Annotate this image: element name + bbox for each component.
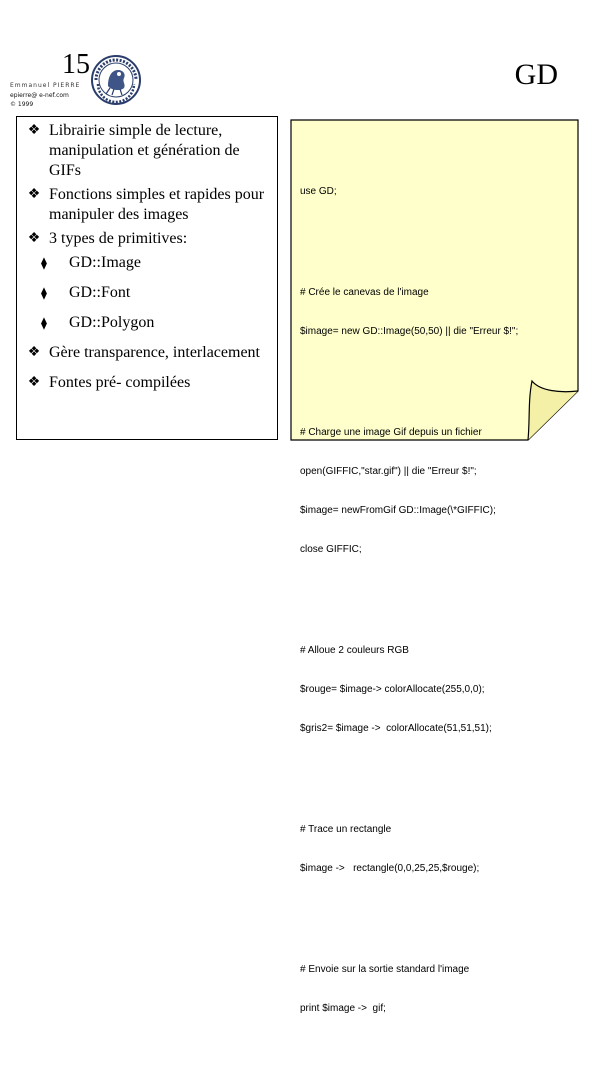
code-comment: # Envoie sur la sortie standard l'image: [300, 964, 470, 975]
code-listing: [300, 133, 576, 1077]
copyright-text: © 1999: [10, 101, 34, 108]
sub-bullet-list: [25, 253, 271, 333]
diamond-bullet-icon: ❖: [27, 345, 41, 360]
bullet-panel: [16, 116, 278, 440]
diamond-bullet-icon: ❖: [27, 231, 41, 246]
code-line: open(GIFFIC,"star.gif") || die "Erreur $!";: [300, 466, 477, 477]
code-comment: # Trace un rectangle: [300, 824, 392, 835]
sub-bullet-text: GD::Polygon: [69, 314, 155, 331]
code-comment: # Alloue 2 couleurs RGB: [300, 645, 409, 656]
author-email: epierre@ e-nef.com: [10, 92, 69, 99]
small-diamond-bullet-icon: ⧫: [41, 316, 47, 330]
code-block: [300, 400, 576, 582]
code-comment: # Charge une image Gif depuis un fichier: [300, 427, 482, 438]
bullet-text: Fonctions simples et rapides pour manipuler des images: [49, 186, 265, 223]
code-comment: # Crée le canevas de l'image: [300, 287, 429, 298]
university-seal-icon: [90, 54, 142, 106]
slide-title: GD: [514, 58, 558, 91]
diamond-bullet-icon: ❖: [27, 187, 41, 202]
code-line: print $image -> gif;: [300, 1003, 386, 1014]
bullet-text: Gère transparence, interlacement: [49, 344, 260, 361]
bullet-item: [25, 121, 271, 181]
sub-bullet-item: [25, 253, 271, 273]
code-block: [300, 618, 576, 761]
bullet-item: [25, 185, 271, 225]
code-line: $rouge= $image-> colorAllocate(255,0,0);: [300, 684, 485, 695]
small-diamond-bullet-icon: ⧫: [41, 256, 47, 270]
page-number: 15: [62, 49, 90, 80]
sub-bullet-item: [25, 313, 271, 333]
code-line: $image -> rectangle(0,0,25,25,$rouge);: [300, 863, 480, 874]
diamond-bullet-icon: ❖: [27, 375, 41, 390]
bullet-item: [25, 373, 271, 393]
code-note: [290, 119, 580, 1014]
bullet-text: Fontes pré- compilées: [49, 374, 191, 391]
code-line: $image= new GD::Image(50,50) || die "Erreur $!";: [300, 326, 519, 337]
code-block: [300, 159, 576, 224]
code-line: close GIFFIC;: [300, 544, 362, 555]
bullet-item: [25, 343, 271, 363]
sub-bullet-text: GD::Font: [69, 284, 131, 301]
sub-bullet-item: [25, 283, 271, 303]
bullet-text: Librairie simple de lecture, manipulation et génération de GIFs: [49, 122, 240, 179]
code-block: [300, 797, 576, 901]
sub-bullet-text: GD::Image: [69, 254, 141, 271]
code-block: [300, 260, 576, 364]
small-diamond-bullet-icon: ⧫: [41, 286, 47, 300]
bullet-item: [25, 229, 271, 249]
diamond-bullet-icon: ❖: [27, 123, 41, 138]
code-line: $gris2= $image -> colorAllocate(51,51,51);: [300, 723, 492, 734]
code-block: [300, 937, 576, 1041]
bullet-text: 3 types de primitives:: [49, 230, 188, 247]
code-line: use GD;: [300, 186, 337, 197]
author-name: Emmanuel PIERRE: [10, 82, 81, 89]
code-line: $image= newFromGif GD::Image(\*GIFFIC);: [300, 505, 496, 516]
